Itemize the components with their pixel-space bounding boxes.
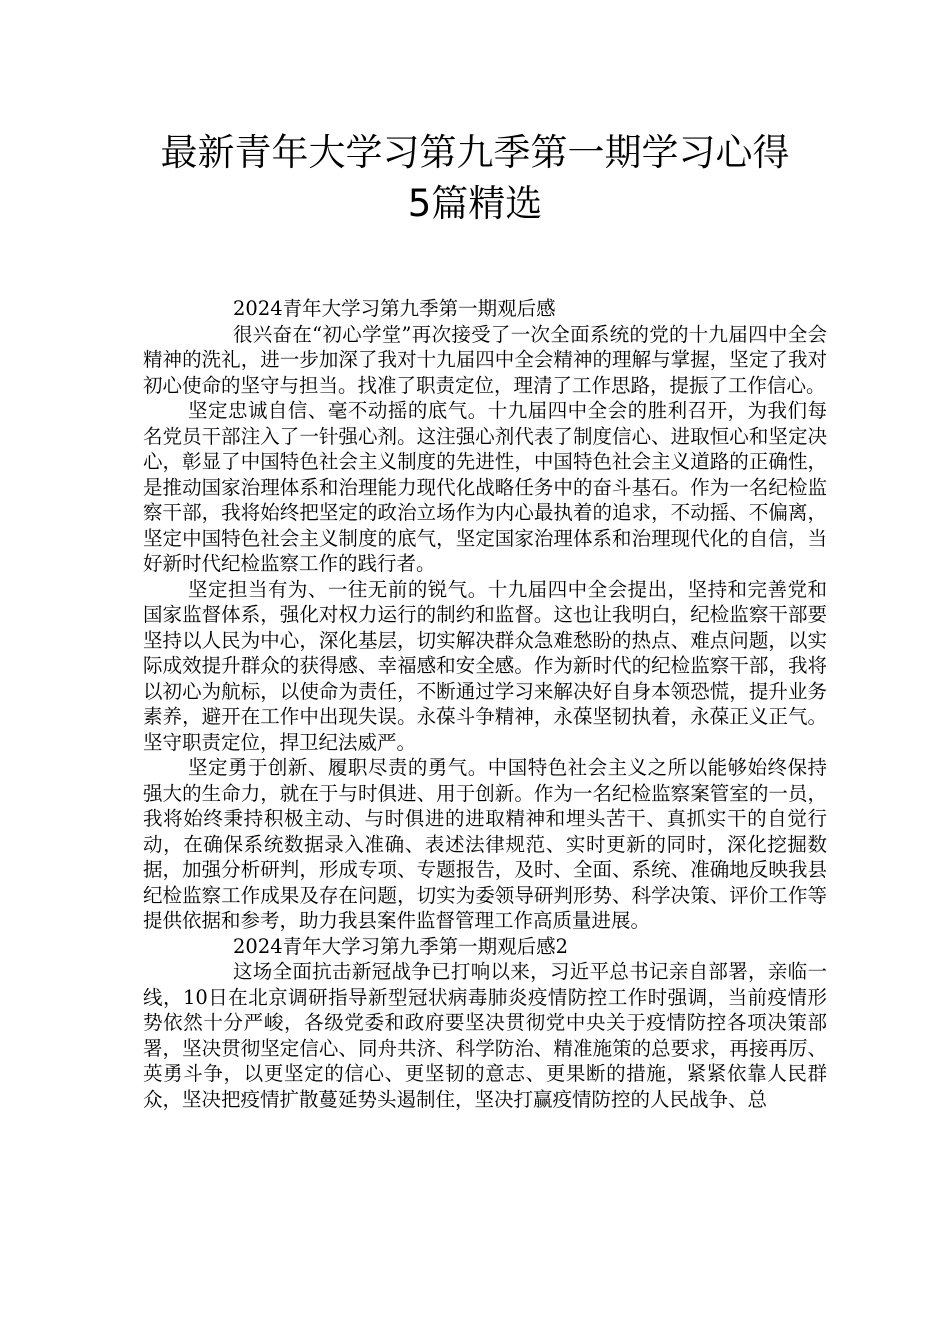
- document-body: [143, 296, 827, 1112]
- document-title-line-2: 5篇精选: [407, 182, 543, 225]
- section-1-paragraph-2: 坚定忠诚自信、毫不动摇的底气。十九届四中全会的胜利召开，为我们每名党员干部注入了一针强心剂。这注强心剂代表了制度信心、进取恒心和坚定决心，彰显了中国特色社会主义制度的先进性，中国特色社会主义道路的正确性，是推动国家治理体系和治理能力现代化战略任务中的奋斗基石。作为一名纪检监察干部，我将始终把坚定的政治立场作为内心最执着的追求，不动摇、不偏离，坚定中国特色社会主义制度的底气，坚定国家治理体系和治理现代化的自信，当好新时代纪检监察工作的践行者。: [143, 399, 827, 575]
- section-1-paragraph-3: 坚定担当有为、一往无前的锐气。十九届四中全会提出，坚持和完善党和国家监督体系，强化对权力运行的制约和监督。这也让我明白，纪检监察干部要坚持以人民为中心，深化基层，切实解决群众急难愁盼的热点、难点问题，以实际成效提升群众的获得感、幸福感和安全感。作为新时代的纪检监察干部，我将以初心为航标，以使命为责任，不断通过学习来解决好自身本领恐慌，提升业务素养，避开在工作中出现失误。永葆斗争精神，永葆坚韧执着，永葆正义正气。坚守职责定位，捍卫纪法威严。: [143, 577, 827, 754]
- section-1-heading: 2024青年大学习第九季第一期观后感: [233, 297, 556, 320]
- document-title: [100, 127, 850, 229]
- section-2-paragraph-1: 这场全面抗击新冠战争已打响以来，习近平总书记亲自部署，亲临一线，10日在北京调研指导新型冠状病毒肺炎疫情防控工作时强调，当前疫情形势依然十分严峻，各级党委和政府要坚决贯彻党中央关于疫情防控各项决策部署，坚决贯彻坚定信心、同舟共济、科学防治、精准施策的总要求，再接再厉、英勇斗争，以更坚定的信心、更坚韧的意志、更果断的措施，紧紧依靠人民群众，坚决把疫情扩散蔓延势头遏制住，坚决打赢疫情防控的人民战争、总: [143, 960, 827, 1111]
- section-1-paragraph-1: 很兴奋在“初心学堂”再次接受了一次全面系统的党的十九届四中全会精神的洗礼，进一步加深了我对十九届四中全会精神的理解与掌握，坚定了我对初心使命的坚守与担当。找准了职责定位，理清了工作思路，提振了工作信心。: [143, 322, 827, 397]
- document-title-line-1: 最新青年大学习第九季第一期学习心得: [160, 131, 790, 174]
- section-2-heading: 2024青年大学习第九季第一期观后感2: [233, 934, 569, 958]
- section-1-paragraph-4: 坚定勇于创新、履职尽责的勇气。中国特色社会主义之所以能够始终保持强大的生命力，就在于与时俱进、用于创新。作为一名纪检监察案管室的一员，我将始终秉持积极主动、与时俱进的进取精神和埋头苦干、真抓实干的自觉行动，在确保系统数据录入准确、表述法律规范、实时更新的同时，深化挖掘数据，加强分析研判，形成专项、专题报告，及时、全面、系统、准确地反映我县纪检监察工作成果及存在问题，切实为委领导研判形势、科学决策、评价工作等提供依据和参考，助力我县案件监督管理工作高质量进展。: [143, 756, 827, 932]
